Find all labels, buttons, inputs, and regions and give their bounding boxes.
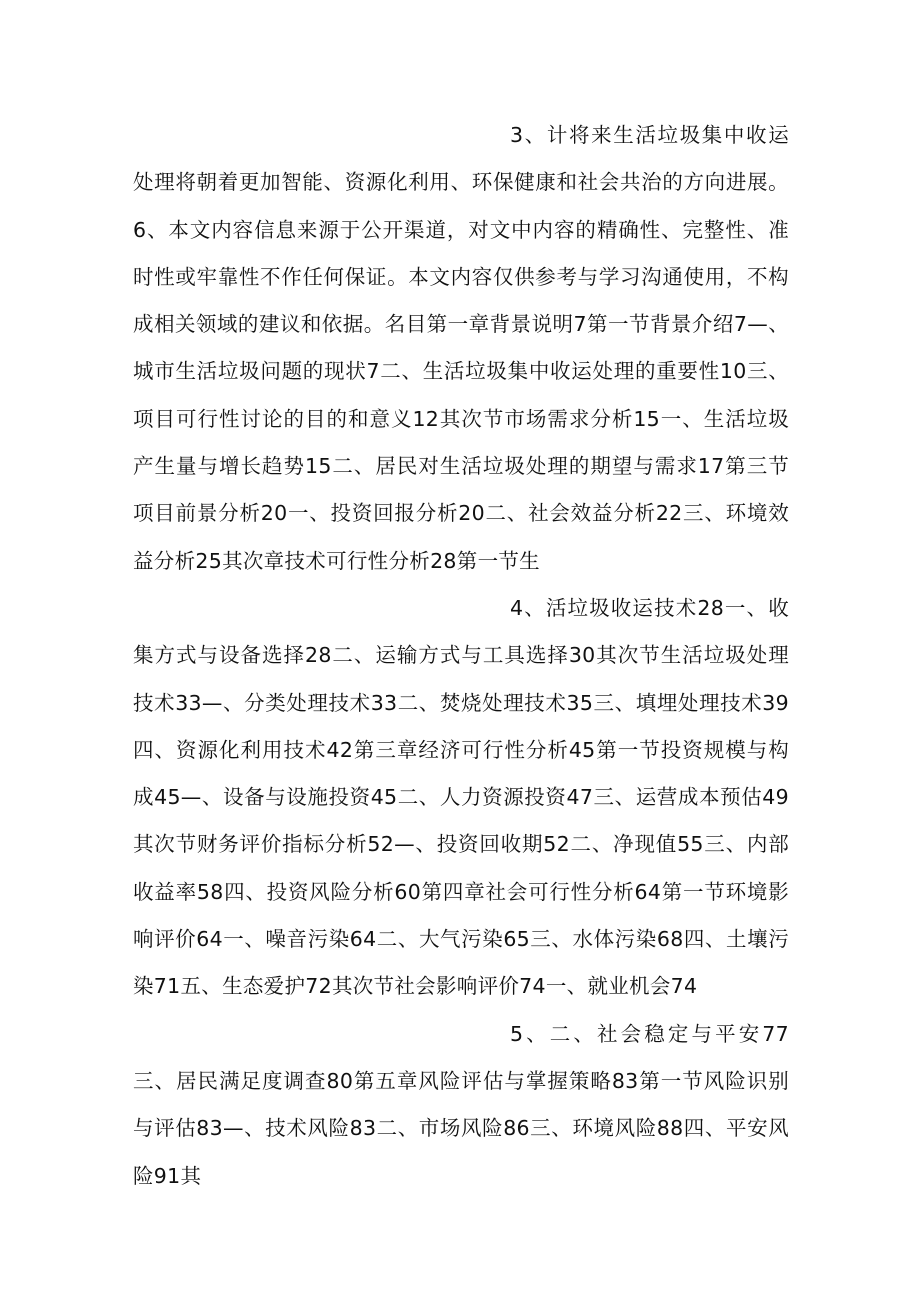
paragraph-3: 3、计将来生活垃圾集中收运处理将朝着更加智能、资源化利用、环保健康和社会共治的方向进展。6、本文内容信息来源于公开渠道，对文中内容的精确性、完整性、准时性或牢靠性不作任何保证。本文内容仅供参考与学习沟通使用，不构成相关领域的建议和依据。名目第一章背景说明7第一节背景介绍7—、城市生活垃圾问题的现状7二、生活垃圾集中收运处理的重要性10三、项目可行性讨论的目的和意义12其次节市场需求分析15一、生活垃圾产生量与增长趋势15二、居民对生活垃圾处理的期望与需求17第三节项目前景分析20一、投资回报分析20二、社会效益分析22三、环境效益分析25其次章技术可行性分析28第一节生	[133, 123, 789, 573]
document-body	[133, 112, 789, 1200]
paragraph-5: 5、二、社会稳定与平安77三、居民满足度调查80第五章风险评估与掌握策略83第一节风险识别与评估83—、技术风险83二、市场风险86三、环境风险88四、平安风险91其	[133, 1021, 789, 1188]
paragraph-4: 4、活垃圾收运技术28一、收集方式与设备选择28二、运输方式与工具选择30其次节生活垃圾处理技术33—、分类处理技术33二、焚烧处理技术35三、填埋处理技术39四、资源化利用技术42第三章经济可行性分析45第一节投资规模与构成45—、设备与设施投资45二、人力资源投资47三、运营成本预估49其次节财务评价指标分析52—、投资回收期52二、净现值55三、内部收益率58四、投资风险分析60第四章社会可行性分析64第一节环境影响评价64一、噪音污染64二、大气污染65三、水体污染68四、土壤污染71五、生态爱护72其次节社会影响评价74一、就业机会74	[133, 595, 789, 999]
